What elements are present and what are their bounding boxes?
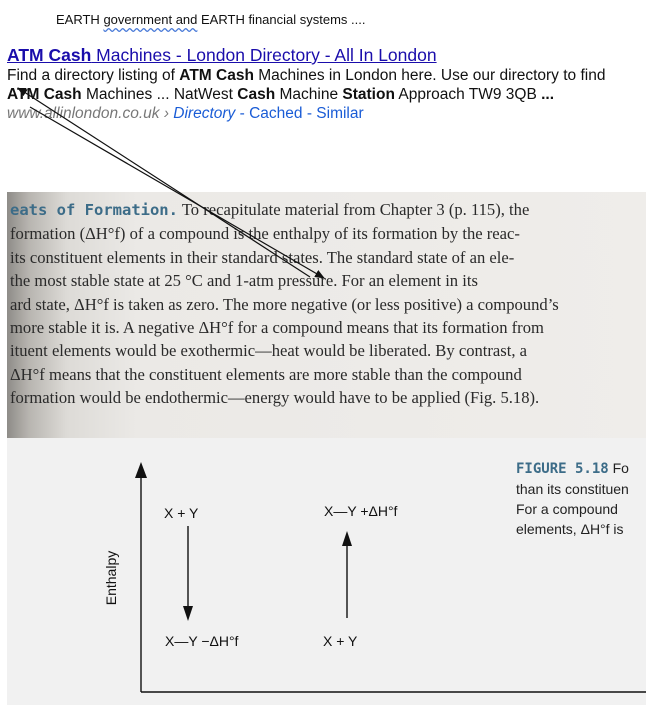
snippet-bold: ATM Cash bbox=[179, 67, 254, 84]
book-line-7: ituent elements would be exothermic—heat would be liberated. By contrast, a bbox=[10, 341, 528, 361]
snippet-text: Machines ... NatWest bbox=[81, 86, 238, 103]
snippet-text: Find a directory listing of bbox=[7, 67, 180, 84]
book-line-1: eats of Formation. To recapitulate material from Chapter 3 (p. 115), the bbox=[10, 200, 530, 219]
title-rest-text: Machines - London Directory - All In London bbox=[91, 45, 437, 65]
caption-line: elements, ΔH°f is bbox=[516, 521, 624, 537]
note-suffix: EARTH financial systems .... bbox=[197, 12, 366, 27]
figure-caption: FIGURE 5.18 Fo than its constituen For a compound elements, ΔH°f is bbox=[516, 460, 629, 537]
upward-arrowhead bbox=[342, 531, 352, 546]
book-line-2: formation (ΔH°f) of a compound is the enthalpy of its formation by the reac- bbox=[10, 224, 520, 244]
caption-line: than its constituen bbox=[516, 481, 629, 497]
left-bottom-label: X—Y −ΔH°f bbox=[165, 633, 239, 649]
right-top-label: X—Y +ΔH°f bbox=[324, 503, 398, 519]
annotation-arrow-down bbox=[30, 107, 324, 278]
snippet-text: Approach TW9 3QB bbox=[394, 86, 542, 103]
book-line-5: ard state, ΔH°f is taken as zero. The more negative (or less positive) a compound’s bbox=[10, 294, 559, 314]
book-line-9: formation would be endothermic—energy would have to be applied (Fig. 5.18). bbox=[10, 388, 540, 408]
figure-label: FIGURE 5.18 bbox=[516, 461, 609, 477]
note-prefix: EARTH bbox=[56, 12, 104, 27]
right-bottom-label: X + Y bbox=[323, 633, 358, 649]
note-underlined-text: government and bbox=[103, 12, 198, 27]
snippet-text: Machine bbox=[275, 86, 343, 103]
enthalpy-axis-label: Enthalpy bbox=[103, 550, 120, 606]
result-url: www.allinlondon.co.uk bbox=[7, 105, 160, 122]
book-heading: eats of Formation. bbox=[10, 201, 178, 219]
book-line-4: the most stable state at 25 °C and 1-atm pressure. For an element in its bbox=[10, 271, 478, 291]
y-axis-arrowhead bbox=[135, 462, 147, 478]
caption-line: For a compound bbox=[516, 501, 618, 517]
downward-arrowhead bbox=[183, 606, 193, 621]
directory-link[interactable]: Directory bbox=[173, 105, 236, 122]
annotation-arrow-up bbox=[18, 88, 310, 277]
snippet-bold: Cash bbox=[237, 86, 276, 103]
book-line-6: more stable it is. A negative ΔH°f for a compound means that its formation from bbox=[10, 318, 544, 338]
book-line-3: its constituent elements in their standard states. The standard state of an ele- bbox=[10, 247, 515, 267]
title-bold-text: ATM Cash bbox=[7, 45, 92, 65]
snippet-text: Machines in London here. Use our directory to find bbox=[253, 67, 606, 84]
breadcrumb-separator: › bbox=[159, 105, 174, 122]
left-top-label: X + Y bbox=[164, 505, 199, 521]
cached-link[interactable]: - Cached bbox=[235, 105, 303, 122]
snippet-bold: ATM Cash bbox=[7, 86, 82, 103]
similar-link[interactable]: - Similar bbox=[302, 105, 364, 122]
snippet-bold: Station bbox=[342, 86, 395, 103]
snippet-bold: ... bbox=[541, 86, 555, 103]
book-line-8: ΔH°f means that the constituent elements are more stable than the compound bbox=[10, 364, 522, 384]
